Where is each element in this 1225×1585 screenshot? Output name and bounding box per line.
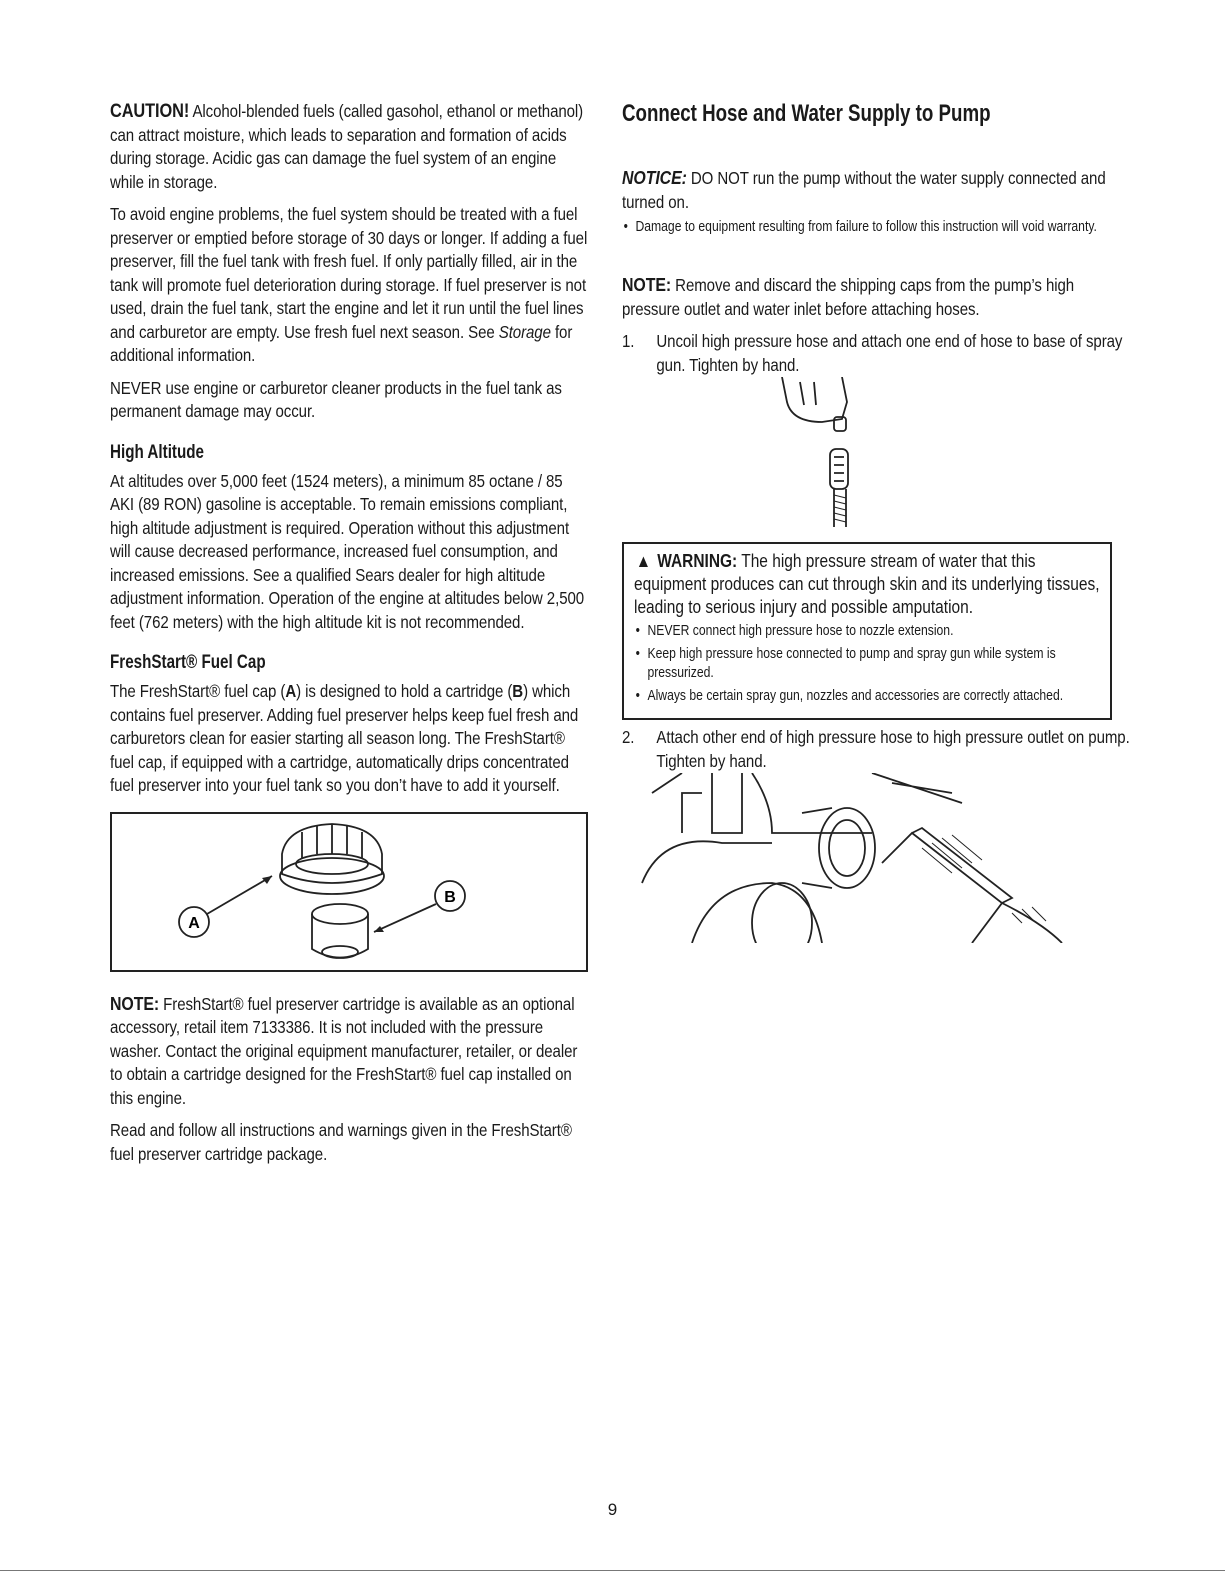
warning-label: WARNING: (657, 551, 738, 571)
left-column (110, 100, 590, 1175)
section-heading: Connect Hose and Water Supply to Pump (622, 100, 991, 127)
read-instructions-paragraph: Read and follow all instructions and warnings given in the FreshStart® fuel preserver cartridge package. (110, 1120, 572, 1164)
high-altitude-paragraph: At altitudes over 5,000 feet (1524 meters), a minimum 85 octane / 85 AKI (89 RON) gasoline is acceptable. To remain emissions compliant, high altitude adjustment is required. Operation without this adjustment will cause decreased performance, increased fuel consumption, and increased emissions. See a qualified Sears dealer for high altitude adjustment information. Operation of the engine at altitudes below 2,500 feet (762 meters) with the high altitude kit is not recommended. (110, 470, 585, 632)
shipping-caps-text: Remove and discard the shipping caps from the pump’s high pressure outlet and water inlet before attaching hoses. (622, 275, 1075, 319)
caution-paragraph (110, 100, 589, 194)
notice-label: NOTICE: (622, 167, 687, 188)
fs-text-2: ) is designed to hold a cartridge ( (296, 681, 513, 701)
spray-gun-hose-illustration (622, 377, 1112, 527)
warning-bullet-1: • NEVER connect high pressure hose to nozzle extension. (634, 622, 1117, 641)
callout-a: A (188, 914, 200, 932)
freshstart-heading: FreshStart® Fuel Cap (110, 652, 266, 673)
warning-bullet-2: • Keep high pressure hose connected to pump and spray gun while system is pressurized. (634, 645, 1117, 683)
fuel-treatment-paragraph (110, 203, 589, 368)
caution-label: CAUTION! (110, 101, 190, 122)
step-2-text: Attach other end of high pressure hose to high pressure outlet on pump. Tighten by hand. (656, 727, 1130, 771)
cleaner-warning-paragraph: NEVER use engine or carburetor cleaner products in the fuel tank as permanent damage may occur. (110, 377, 562, 421)
fuel-treatment-end: for additional information. (110, 321, 573, 365)
warning-text: The high pressure stream of water that this equipment produces can cut through skin and its underlying tissues, leading to serious injury and possible amputation. (634, 551, 1100, 617)
warning-body (634, 550, 1103, 619)
freshstart-paragraph (110, 680, 589, 798)
warning-box (622, 542, 1112, 720)
shipping-caps-note (622, 273, 1111, 321)
callout-b: B (444, 888, 456, 906)
caution-text: Alcohol-blended fuels (called gasohol, ethanol or methanol) can attract moisture, which leads to separation and formation of acids during storage. Acidic gas can damage the fuel system of an engine while in storage. (110, 101, 584, 192)
fuel-cap-illustration (112, 814, 586, 970)
step-1-text: Uncoil high pressure hose and attach one end of hose to base of spray gun. Tighten by hand. (656, 331, 1123, 375)
warning-bullet-3: • Always be certain spray gun, nozzles and accessories are correctly attached. (634, 687, 1117, 706)
step-1 (622, 330, 1145, 377)
pump-outlet-illustration (622, 773, 1082, 943)
note-label: NOTE: (110, 992, 160, 1014)
note-paragraph (110, 992, 589, 1111)
page-number: 9 (607, 1500, 618, 1519)
fs-text-1: The FreshStart® fuel cap ( (110, 681, 286, 701)
warning-heading-line (634, 550, 1103, 619)
high-altitude-heading: High Altitude (110, 441, 204, 463)
fs-ref-b: B (512, 681, 524, 701)
fuel-treatment-text: To avoid engine problems, the fuel system should be treated with a fuel preserver or emptied before storage of 30 days or longer. If adding a fuel preserver, fill the fuel tank with fresh fuel. If only partially filled, air in the tank will promote fuel deterioration during storage. If fuel preserver is not used, drain the fuel tank, start the engine and let it run until the fuel lines and carburetor are empty. Use fresh fuel next season. See (110, 204, 588, 342)
notice-text: DO NOT run the pump without the water supply connected and turned on. (622, 168, 1106, 212)
step-2-number: 2. (622, 727, 635, 747)
storage-reference: Storage (498, 321, 551, 342)
right-column (622, 100, 1130, 948)
fs-ref-a: A (285, 681, 297, 701)
fuel-cap-figure (110, 812, 588, 972)
notice-bullet: • Damage to equipment resulting from failure to follow this instruction will void warranty. (622, 218, 1125, 237)
note-text: FreshStart® fuel preserver cartridge is available as an optional accessory, retail item 7133386. It is not included with the pressure washer. Contact the original equipment manufacturer, retailer, or dealer to obtain a cartridge designed for the FreshStart® fuel cap installed on this engine. (110, 993, 578, 1108)
notice-paragraph (622, 166, 1111, 214)
fs-text-3: ) which contains fuel preserver. Adding fuel preserver helps keep fuel fresh and carburetors clean for easier starting all season long. The FreshStart® fuel cap, if equipped with a cartridge, automatically drips concentrated fuel preserver into your fuel tank so you don’t have to add it yourself. (110, 681, 579, 795)
step-1-number: 1. (622, 331, 635, 351)
step-2 (622, 726, 1145, 773)
note-label-right: NOTE: (622, 274, 672, 295)
warning-triangle-icon: ▲ (635, 551, 652, 571)
bottom-rule (0, 1570, 1225, 1571)
